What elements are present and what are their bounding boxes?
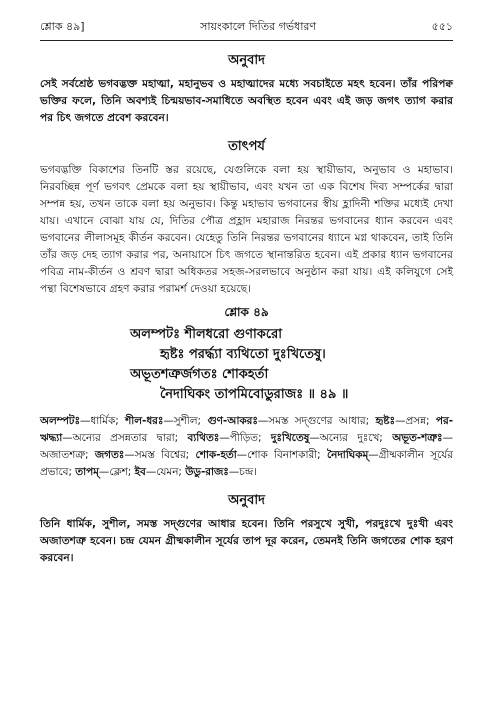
verse-line: হৃষ্টঃ পরর্দ্ধ্যা ব্যথিতো দুঃখিতেষু। [160,347,326,362]
synonym-term: হৃষ্টঃ [375,415,396,427]
synonym-meaning: —সুশীল; [163,415,208,427]
translation-text-2: তিনি ধার্মিক, সুশীল, সমস্ত সদ্গুণের আধার হবেন। তিনি পরসুখে সুখী, পরদুঃখে দুঃখী এবং অজাতশত্রু হবেন। চন্দ্র যেমন গ্রীষ্মকালীন সূর্যের তাপ দূর করেন, তেমনই তিনি জগতের শোক হরণ করবেন। [40,518,453,564]
purport-heading: তাৎপর্য [228,139,265,154]
synonym-meaning: —অজাতশত্রু; [40,432,453,461]
translation-text: সেই সর্বশ্রেষ্ঠ ভগবদ্ভক্ত মহাত্মা, মহানুভব ও মহাত্মাদের মধ্যে সবচাইতে মহৎ হবেন। তাঁর পরিপক্ব ভক্তির ফলে, তিনি অবশ্যই চিন্ময়ভাব-সমাধিতে অবস্থিত হবেন এবং এই জড় জগৎ ত্যাগ করার পর চিৎ জগতে প্রবেশ করবেন। [40,78,453,124]
header-chapter-title: সায়ংকালে দিতির গর্ভধারণ [200,20,317,33]
header-verse-ref: শ্লোক ৪৯] [40,20,85,33]
header-page-number: ৫৫১ [431,20,453,33]
synonym-term: অভূত-শত্রুঃ [392,432,443,444]
verse-line: অলম্পটঃ শীলধরো গুণাকরো [130,327,283,342]
word-synonyms [40,413,453,481]
verse-line: নৈদাঘিকং তাপমিবোডুরাজঃ ॥ ৪৯ ॥ [160,387,349,402]
running-header [40,18,453,36]
header-rule [40,40,453,41]
synonym-term: উডু-রাজঃ [185,466,229,478]
synonym-term: দুঃখিতেষু [270,432,310,444]
synonym-term: জগতঃ [94,449,125,461]
translation-heading-2: অনুবাদ [228,493,265,508]
synonym-term: শীল-ধরঃ [125,415,164,427]
synonym-meaning: —যেমন; [145,466,186,478]
synonym-term: তাপম্ [75,466,99,478]
synonym-meaning: —সমস্ত সদ্গুণের আধার; [257,415,376,427]
synonym-meaning: —অন্যের প্রসন্নতার দ্বারা; [62,432,188,444]
synonym-term: ইব [134,466,146,478]
synonym-meaning: —গ্রীষ্মকালীন সূর্যের প্রভাবে; [40,449,453,478]
synonym-term: শোক-হর্তা [195,449,237,461]
sanskrit-verse [40,325,453,405]
verse-line: অভূতশত্রুর্জগতঃ শোকহর্তা [130,367,269,382]
translation-heading: অনুবাদ [228,53,265,68]
synonym-term: ব্যথিতঃ [187,432,220,444]
synonym-meaning: —শোক বিনাশকারী; [236,449,327,461]
synonym-meaning: —ধার্মিক; [79,415,126,427]
purport-text: ভগবদ্ভক্তি বিকাশের তিনটি স্তর রয়েছে, যেগুলিকে বলা হয় স্থায়ীভাব, অনুভাব ও মহাভাব। নিরবচ্ছিন্ন পূর্ণ ভগবৎ প্রেমকে বলা হয় স্থায়ীভাব, এবং যখন তা এক বিশেষ দিব্য সম্পর্কের দ্বারা সম্পন্ন হয়, তখন তাকে বলা হয় অনুভাব। কিন্তু মহাভাব ভগবানের স্বীয় হ্লাদিনী শক্তির মধ্যেই দেখা যায়। এখানে বোঝা যায় যে, দিতির পৌত্র প্রহ্লাদ মহারাজ নিরন্তর ভগবানের ধ্যান করবেন এবং ভগবানের লীলাসমূহ কীর্তন করবেন। যেহেতু তিনি নিরন্তর ভগবানের ধ্যানে মগ্ন থাকবেন, তাই তিনি তাঁর জড় দেহ ত্যাগ করার পর, অনায়াসে চিৎ জগতে স্থানান্তরিত হবেন। এই প্রকার ধ্যান ভগবানের পবিত্র নাম-কীর্তন ও শ্রবণ দ্বারা অধিকতর সহজ-সরলভাবে অনুষ্ঠান করা যায়। এই কলিযুগে সেই পন্থা বিশেষভাবে গ্রহণ করার পরামর্শ দেওয়া হয়েছে। [40,164,453,295]
synonym-term: নৈদাঘিকম্ [326,449,369,461]
synonym-term: গুণ-আকরঃ [207,415,258,427]
synonym-term: পর-ঋদ্ধ্যা [40,415,454,444]
verse-number: শ্লোক ৪৯ [224,305,269,319]
synonym-meaning: —ক্লেশ; [98,466,135,478]
synonym-meaning: —পীড়িত; [219,432,271,444]
synonym-meaning: —সমস্ত বিশ্বের; [124,449,196,461]
synonym-meaning: —অন্যের দুঃখে; [309,432,393,444]
synonym-meaning: —চন্দ্র। [228,466,257,478]
synonym-meaning: —প্রসন্ন; [395,415,436,427]
synonym-term: অলম্পটঃ [40,415,80,427]
